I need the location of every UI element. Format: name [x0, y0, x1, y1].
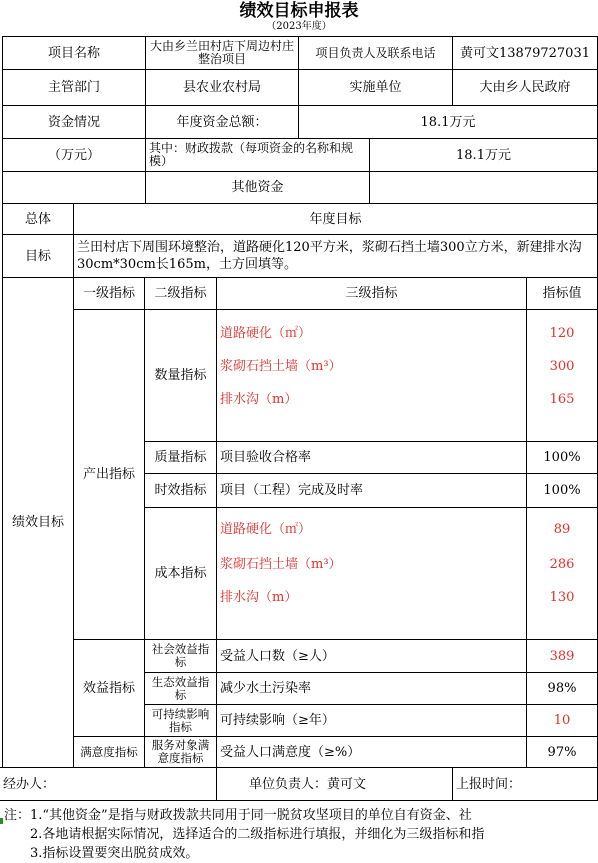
timeliness-value: 100% — [526, 473, 598, 508]
eco-benefit-indicator: 生态效益指标 — [144, 672, 217, 705]
level2-header: 二级指标 — [144, 277, 217, 310]
notes — [4, 806, 598, 863]
note-line: 2.各地请根据实际情况，选择适合的二级指标进行填报，并细化为三级指标和指 — [30, 827, 485, 842]
benefit-indicator: 效益指标 — [73, 639, 145, 737]
fund-label: 资金情况 — [2, 105, 146, 139]
annual-goal-header: 年度目标 — [73, 203, 598, 235]
target-text: 兰田村店下周围环境整治，道路硬化120平方米，浆砌石挡土墙300立方米，新建排水沟30cm*30cm长165m，土方回填等。 — [73, 234, 598, 278]
perf-label: 绩效目标 — [2, 277, 74, 768]
sustain-item: 可持续影响（≥年） — [216, 704, 527, 737]
level1-header: 一级指标 — [73, 277, 145, 310]
impl-label: 实施单位 — [298, 69, 453, 106]
timeliness-item: 项目（工程）完成及时率 — [216, 473, 527, 508]
satisfaction-value: 97% — [526, 736, 598, 768]
sustain-value: 10 — [526, 704, 598, 737]
project-name-label: 项目名称 — [2, 36, 146, 70]
dept-value: 县农业农村局 — [145, 69, 299, 106]
satisfaction-item: 受益人口满意度（≥%） — [216, 736, 527, 768]
quality-indicator: 质量指标 — [144, 441, 217, 474]
service-satisfaction-indicator: 服务对象满意度指标 — [144, 736, 217, 768]
cost-item: 排水沟（m） — [220, 590, 298, 605]
value-header: 指标值 — [526, 277, 598, 310]
fund-blank-cell — [2, 171, 146, 204]
unit-head: 单位负责人：黄可文 — [216, 767, 453, 801]
fund-total-value: 18.1万元 — [298, 105, 598, 139]
quantity-indicator: 数量指标 — [144, 309, 217, 442]
other-fund-value — [369, 171, 598, 204]
social-benefit-indicator: 社会效益指标 — [144, 639, 217, 673]
satisfaction-indicator: 满意度指标 — [73, 736, 145, 768]
social-value: 389 — [526, 639, 598, 673]
cost-indicator: 成本指标 — [144, 507, 217, 640]
note-line: 注：1.“其他资金”是指与财政拨款共同用于同一脱贫攻坚项目的单位自有资金、社 — [4, 808, 472, 823]
form-year: （2023年度） — [266, 21, 332, 32]
cost-value: 286 — [549, 557, 575, 572]
handler-label: 经办人： — [0, 767, 217, 801]
quantity-item: 道路硬化（㎡） — [220, 326, 312, 341]
comment-marker — [0, 818, 3, 824]
quantity-value: 120 — [549, 326, 575, 341]
target-label: 目标 — [2, 234, 74, 278]
quality-item: 项目验收合格率 — [216, 441, 527, 474]
project-leader-label: 项目负责人及联系电话 — [298, 36, 453, 70]
report-time-label: 上报时间： — [452, 767, 598, 801]
fund-unit: （万元） — [2, 138, 146, 172]
other-fund-label: 其他资金 — [145, 171, 370, 204]
project-name-value: 大由乡兰田村店下周边村庄整治项目 — [145, 36, 299, 70]
dept-label: 主管部门 — [2, 69, 146, 106]
fund-total-label: 年度资金总额： — [145, 105, 299, 139]
eco-item: 减少水土污染率 — [216, 672, 527, 705]
quantity-item: 浆砌石挡土墙（m³） — [220, 359, 342, 374]
timeliness-indicator: 时效指标 — [144, 473, 217, 508]
sustain-indicator: 可持续影响指标 — [144, 704, 217, 737]
social-item: 受益人口数（≥人） — [216, 639, 527, 673]
eco-value: 98% — [526, 672, 598, 705]
quantity-value: 165 — [549, 392, 575, 407]
level3-header: 三级指标 — [216, 277, 527, 310]
project-leader-value: 黄可文13879727031 — [452, 36, 598, 70]
cost-item: 浆砌石挡土墙（m³） — [220, 557, 342, 572]
quality-value: 100% — [526, 441, 598, 474]
cost-value: 89 — [553, 522, 571, 537]
quantity-value: 300 — [549, 359, 575, 374]
cost-value: 130 — [549, 590, 575, 605]
fiscal-label: 其中：财政拨款（每项资金的名称和规模） — [145, 138, 370, 172]
fiscal-value: 18.1万元 — [369, 138, 598, 172]
overall-label: 总体 — [2, 203, 74, 235]
cost-item: 道路硬化（㎡） — [220, 522, 312, 537]
quantity-item: 排水沟（m） — [220, 392, 298, 407]
form-title: 绩效目标申报表 — [239, 1, 359, 21]
impl-value: 大由乡人民政府 — [452, 69, 598, 106]
note-line: 3.指标设置要突出脱贫成效。 — [30, 846, 199, 861]
output-indicator: 产出指标 — [73, 309, 145, 640]
